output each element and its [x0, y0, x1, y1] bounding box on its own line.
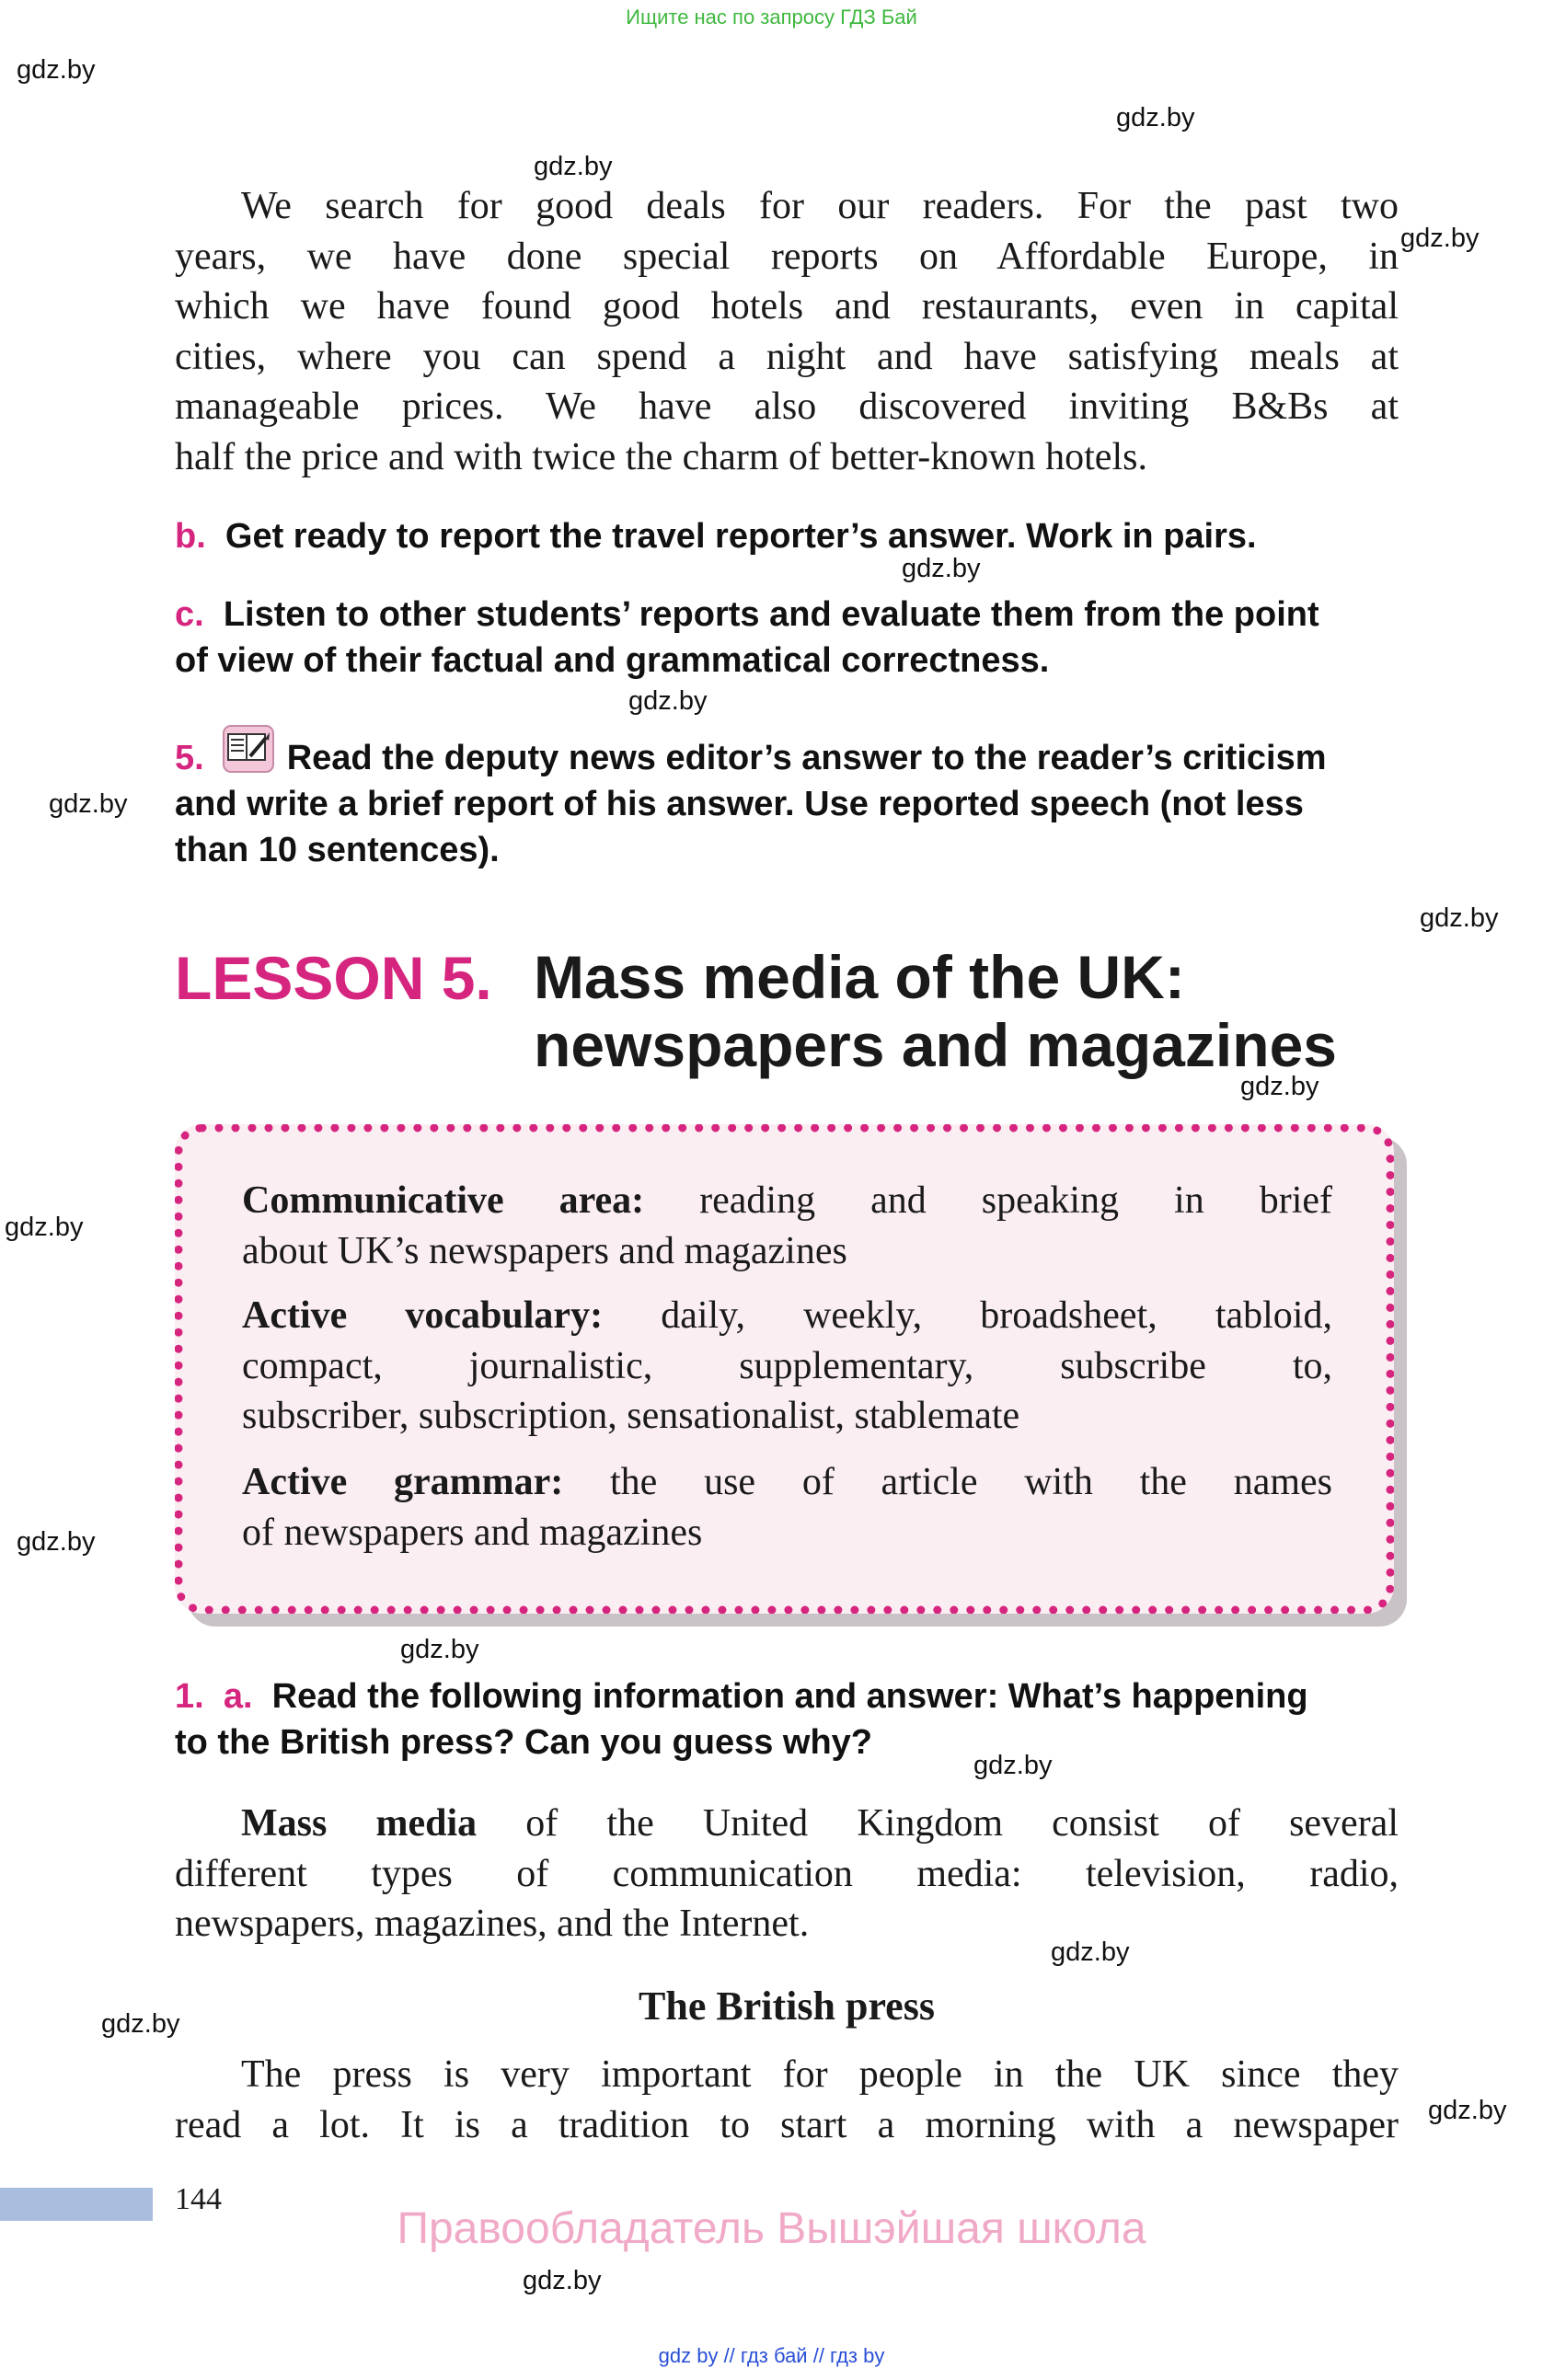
- objective-text: of newspapers and magazines: [242, 1511, 703, 1554]
- watermark: gdz.by: [1428, 2096, 1507, 2125]
- text-line: The press is very important for people in the UK since they: [241, 2053, 1399, 2096]
- watermark: gdz.by: [523, 2266, 602, 2295]
- task-text: of view of their factual and grammatical correctness.: [175, 641, 1050, 680]
- task-letter: a.: [223, 1677, 253, 1716]
- text-line: We search for good deals for our readers. For the past two: [241, 185, 1399, 227]
- text-line: manageable prices. We have also discovered inviting B&Bs at: [175, 385, 1399, 428]
- objective-label: Active grammar:: [242, 1461, 564, 1503]
- watermark: gdz.by: [628, 686, 708, 716]
- communicative-area: [242, 1176, 1332, 1276]
- task-5: [175, 725, 1408, 873]
- watermark: gdz.by: [534, 152, 613, 181]
- book-writing-icon: [223, 725, 274, 773]
- objective-text: the use of article with the names: [563, 1461, 1332, 1503]
- text-line: read a lot. It is a tradition to start a morning with a newspaper: [175, 2103, 1399, 2146]
- active-grammar: [242, 1457, 1332, 1558]
- objective-label: Communicative area:: [242, 1179, 645, 1222]
- task-b: [175, 513, 1408, 559]
- task-1a: [175, 1673, 1408, 1765]
- british-press-paragraph: [175, 2050, 1399, 2150]
- watermark: gdz.by: [400, 1635, 479, 1664]
- watermark: gdz.by: [101, 2009, 180, 2039]
- active-vocabulary: [242, 1291, 1332, 1442]
- task-text: Listen to other students’ reports and evaluate them from the point: [223, 595, 1319, 634]
- task-letter: c.: [175, 595, 204, 634]
- task-text: and write a brief report of his answer. Use reported speech (not less: [175, 785, 1304, 823]
- task-text: Get ready to report the travel reporter’s answer. Work in pairs.: [225, 517, 1257, 556]
- task-text: than 10 sentences).: [175, 831, 500, 869]
- section-heading: The British press: [639, 1983, 935, 2029]
- task-text: Read the deputy news editor’s answer to the reader’s criticism: [286, 739, 1327, 777]
- objective-text: about UK’s newspapers and magazines: [242, 1229, 847, 1272]
- page-number: 144: [175, 2182, 222, 2216]
- objective-text: daily, weekly, broadsheet, tabloid,: [603, 1294, 1332, 1337]
- watermark: gdz.by: [49, 789, 128, 819]
- text-line: years, we have done special reports on Affordable Europe, in: [175, 235, 1399, 278]
- watermark: gdz.by: [1051, 1937, 1130, 1967]
- watermark: gdz.by: [1400, 224, 1480, 253]
- text-line: of the United Kingdom consist of several: [477, 1802, 1399, 1845]
- top-banner: Ищите нас по запросу ГДЗ Бай: [626, 6, 917, 29]
- watermark: gdz.by: [17, 1527, 96, 1557]
- text-line: newspapers, magazines, and the Internet.: [175, 1903, 810, 1945]
- task-letter: b.: [175, 517, 206, 556]
- objective-text: subscriber, subscription, sensationalist, stablemate: [242, 1395, 1020, 1437]
- reporter-answer-paragraph: [175, 181, 1399, 482]
- watermark: gdz.by: [1116, 103, 1195, 132]
- rights-holder: Правообладатель Вышэйшая школа: [397, 2204, 1146, 2253]
- watermark: gdz.by: [1420, 903, 1499, 933]
- text-line: which we have found good hotels and restaurants, even in capital: [175, 285, 1399, 328]
- watermark: gdz.by: [5, 1213, 84, 1242]
- watermark: gdz.by: [973, 1751, 1053, 1780]
- text-line: half the price and with twice the charm of better-known hotels.: [175, 435, 1147, 478]
- watermark: gdz.by: [902, 554, 981, 583]
- text-line: different types of communication media: television, radio,: [175, 1852, 1399, 1895]
- lesson-title-line: newspapers and magazines: [534, 1011, 1337, 1079]
- task-text: to the British press? Can you guess why?: [175, 1723, 873, 1762]
- watermark: gdz.by: [1240, 1072, 1319, 1101]
- task-number: 1.: [175, 1677, 204, 1716]
- task-text: Read the following information and answer: What’s happening: [271, 1677, 1308, 1716]
- watermark: gdz.by: [17, 55, 96, 85]
- task-c: [175, 592, 1408, 684]
- term: Mass media: [241, 1802, 478, 1845]
- mass-media-paragraph: [175, 1799, 1399, 1949]
- lesson-label: LESSON 5.: [175, 944, 492, 1012]
- footer-links[interactable]: gdz by // гдз бай // гдз by: [658, 2344, 885, 2367]
- objective-text: reading and speaking in brief: [644, 1179, 1332, 1222]
- lesson-title-line: Mass media of the UK:: [534, 943, 1185, 1011]
- objective-text: compact, journalistic, supplementary, subscribe to,: [242, 1344, 1332, 1387]
- lesson-title: [534, 943, 1337, 1079]
- text-line: cities, where you can spend a night and have satisfying meals at: [175, 335, 1399, 378]
- objective-label: Active vocabulary:: [242, 1294, 604, 1337]
- task-number: 5.: [175, 739, 204, 777]
